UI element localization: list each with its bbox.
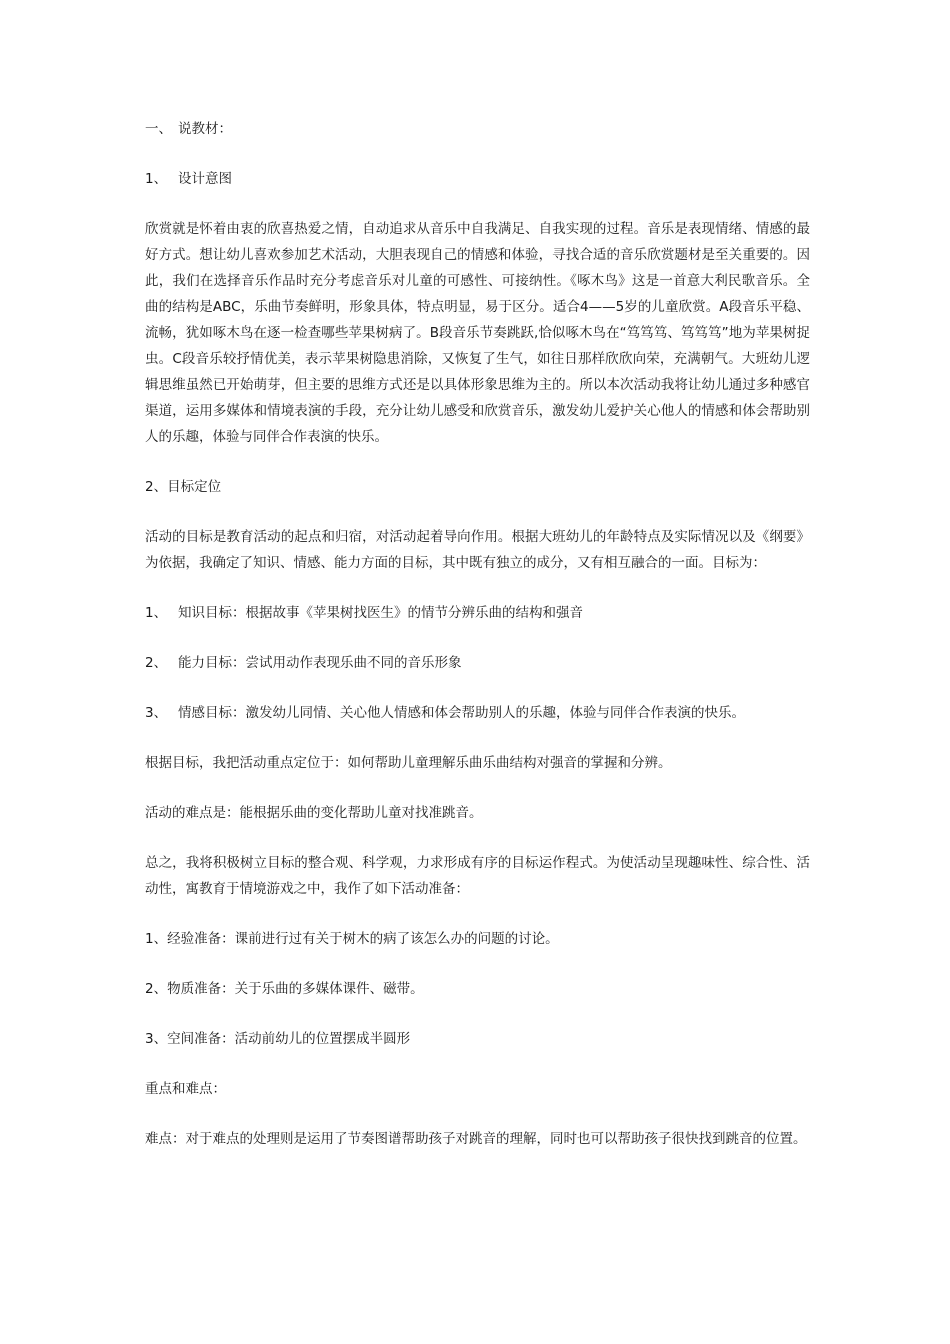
goal-item-knowledge <box>145 600 810 626</box>
focus-paragraph: 根据目标，我把活动重点定位于：如何帮助儿童理解乐曲乐曲结构对强音的掌握和分辨。 <box>145 755 672 771</box>
goal-text: 能力目标：尝试用动作表现乐曲不同的音乐形象 <box>178 655 462 671</box>
difficulty-note-paragraph: 难点：对于难点的处理则是运用了节奏图谱帮助孩子对跳音的理解，同时也可以帮助孩子很快找到跳音的位置。 <box>145 1131 807 1147</box>
subsection-goal-positioning: 2、目标定位 <box>145 479 222 495</box>
goal-text: 知识目标：根据故事《苹果树找医生》的情节分辨乐曲的结构和强音 <box>178 605 583 621</box>
prep-item-material: 2、物质准备：关于乐曲的多媒体课件、磁带。 <box>145 981 424 997</box>
goal-number: 2、 <box>145 655 168 671</box>
document-body <box>145 116 810 1152</box>
difficulty-paragraph: 活动的难点是：能根据乐曲的变化帮助儿童对找准跳音。 <box>145 805 483 821</box>
section-heading <box>145 116 810 142</box>
goal-item-ability <box>145 650 810 676</box>
subsection-title: 设计意图 <box>178 171 232 187</box>
summary-paragraph: 总之，我将积极树立目标的整合观、科学观，力求形成有序的目标运作程式。为使活动呈现趣味性、综合性、活动性，寓教育于情境游戏之中，我作了如下活动准备： <box>145 855 810 897</box>
subsection-number: 1、 <box>145 171 168 187</box>
goal-number: 3、 <box>145 705 168 721</box>
prep-item-experience: 1、经验准备：课前进行过有关于树木的病了该怎么办的问题的讨论。 <box>145 931 559 947</box>
goal-item-emotion <box>145 700 810 726</box>
design-intent-paragraph: 欣赏就是怀着由衷的欣喜热爱之情，自动追求从音乐中自我满足、自我实现的过程。音乐是表现情绪、情感的最好方式。想让幼儿喜欢参加艺术活动，大胆表现自己的情感和体验，寻找合适的音乐欣赏题材是至关重要的。因此，我们在选择音乐作品时充分考虑音乐对儿童的可感性、可接纳性。《啄木鸟》这是一首意大利民歌音乐。全曲的结构是ABC，乐曲节奏鲜明，形象具体，特点明显，易于区分。适合4——5岁的儿童欣赏。A段音乐平稳、流畅，犹如啄木鸟在逐一检查哪些苹果树病了。B段音乐节奏跳跃,恰似啄木鸟在“笃笃笃、笃笃笃”地为苹果树捉虫。C段音乐较抒情优美，表示苹果树隐患消除，又恢复了生气，如往日那样欣欣向荣，充满朝气。大班幼儿逻辑思维虽然已开始萌芽，但主要的思维方式还是以具体形象思维为主的。所以本次活动我将让幼儿通过多种感官渠道，运用多媒体和情境表演的手段，充分让幼儿感受和欣赏音乐，激发幼儿爱护关心他人的情感和体会帮助别人的乐趣，体验与同伴合作表演的快乐。 <box>145 221 810 445</box>
prep-item-space: 3、空间准备：活动前幼儿的位置摆成半圆形 <box>145 1031 411 1047</box>
keypoints-heading: 重点和难点： <box>145 1081 226 1097</box>
goal-intro-paragraph: 活动的目标是教育活动的起点和归宿，对活动起着导向作用。根据大班幼儿的年龄特点及实际情况以及《纲要》为依据，我确定了知识、情感、能力方面的目标，其中既有独立的成分，又有相互融合的一面。目标为： <box>145 529 810 571</box>
goal-text: 情感目标：激发幼儿同情、关心他人情感和体会帮助别人的乐趣，体验与同伴合作表演的快乐。 <box>178 705 745 721</box>
subsection-design-intent <box>145 166 810 192</box>
heading-number: 一、 <box>145 121 172 137</box>
heading-text: 说教材： <box>178 121 232 137</box>
goal-number: 1、 <box>145 605 168 621</box>
